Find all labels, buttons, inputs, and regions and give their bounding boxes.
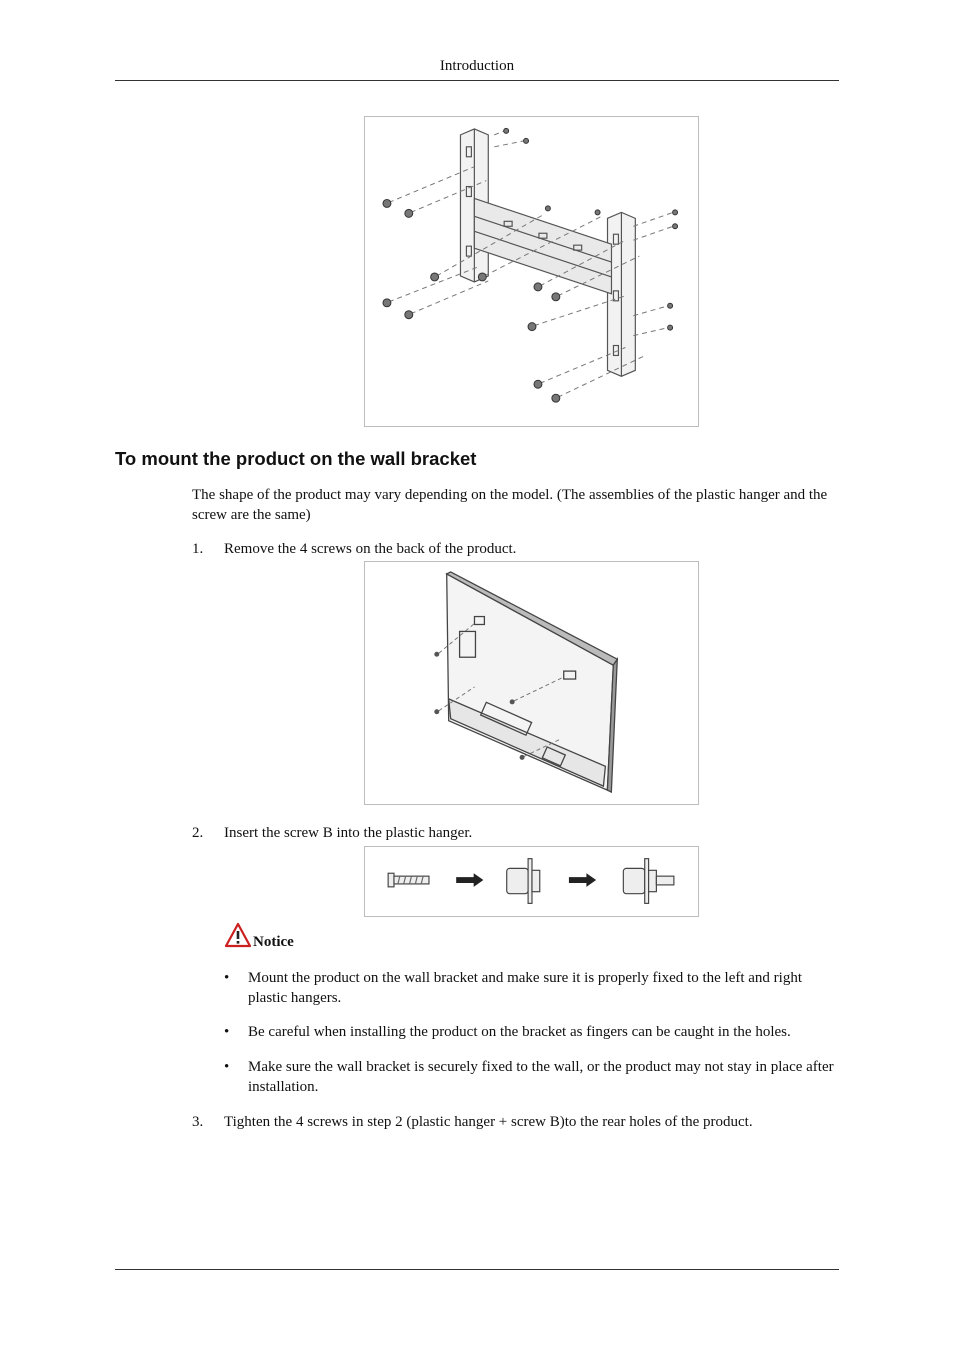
screw-hanger-diagram xyxy=(365,847,698,916)
bullet-symbol: • xyxy=(224,970,230,986)
warning-icon xyxy=(224,922,252,948)
bullet-symbol: • xyxy=(224,1059,230,1075)
step-number: 3. xyxy=(192,1114,204,1130)
step-number: 1. xyxy=(192,541,204,557)
bullet-text: Be careful when installing the product on the bracket as fingers can be caught in the holes. xyxy=(248,1024,791,1040)
bullet-text: Make sure the wall bracket is securely fixed to the wall, or the product may not stay in place after installation. xyxy=(248,1059,834,1095)
wall-bracket-figure xyxy=(364,116,699,427)
step-text: Insert the screw B into the plastic hanger. xyxy=(224,825,473,841)
screw-hanger-figure xyxy=(364,846,699,917)
footer-rule xyxy=(115,1269,839,1270)
bullet-text: Mount the product on the wall bracket and make sure it is properly fixed to the left and right plastic hangers. xyxy=(248,970,803,1006)
intro-paragraph: The shape of the product may vary depending on the model. (The assemblies of the plastic hanger and the screw are the same) xyxy=(192,487,828,523)
wall-bracket-diagram xyxy=(365,117,698,426)
step-text: Remove the 4 screws on the back of the product. xyxy=(224,541,517,557)
bullet-symbol: • xyxy=(224,1024,230,1040)
step-text: Tighten the 4 screws in step 2 (plastic hanger + screw B)to the rear holes of the product. xyxy=(224,1114,753,1130)
notice-label: Notice xyxy=(253,934,294,950)
product-back-diagram xyxy=(365,562,698,804)
section-title: To mount the product on the wall bracket xyxy=(115,448,477,469)
product-back-figure xyxy=(364,561,699,805)
page-header-title: Introduction xyxy=(439,58,515,74)
step-number: 2. xyxy=(192,825,204,841)
header-rule xyxy=(115,80,839,81)
